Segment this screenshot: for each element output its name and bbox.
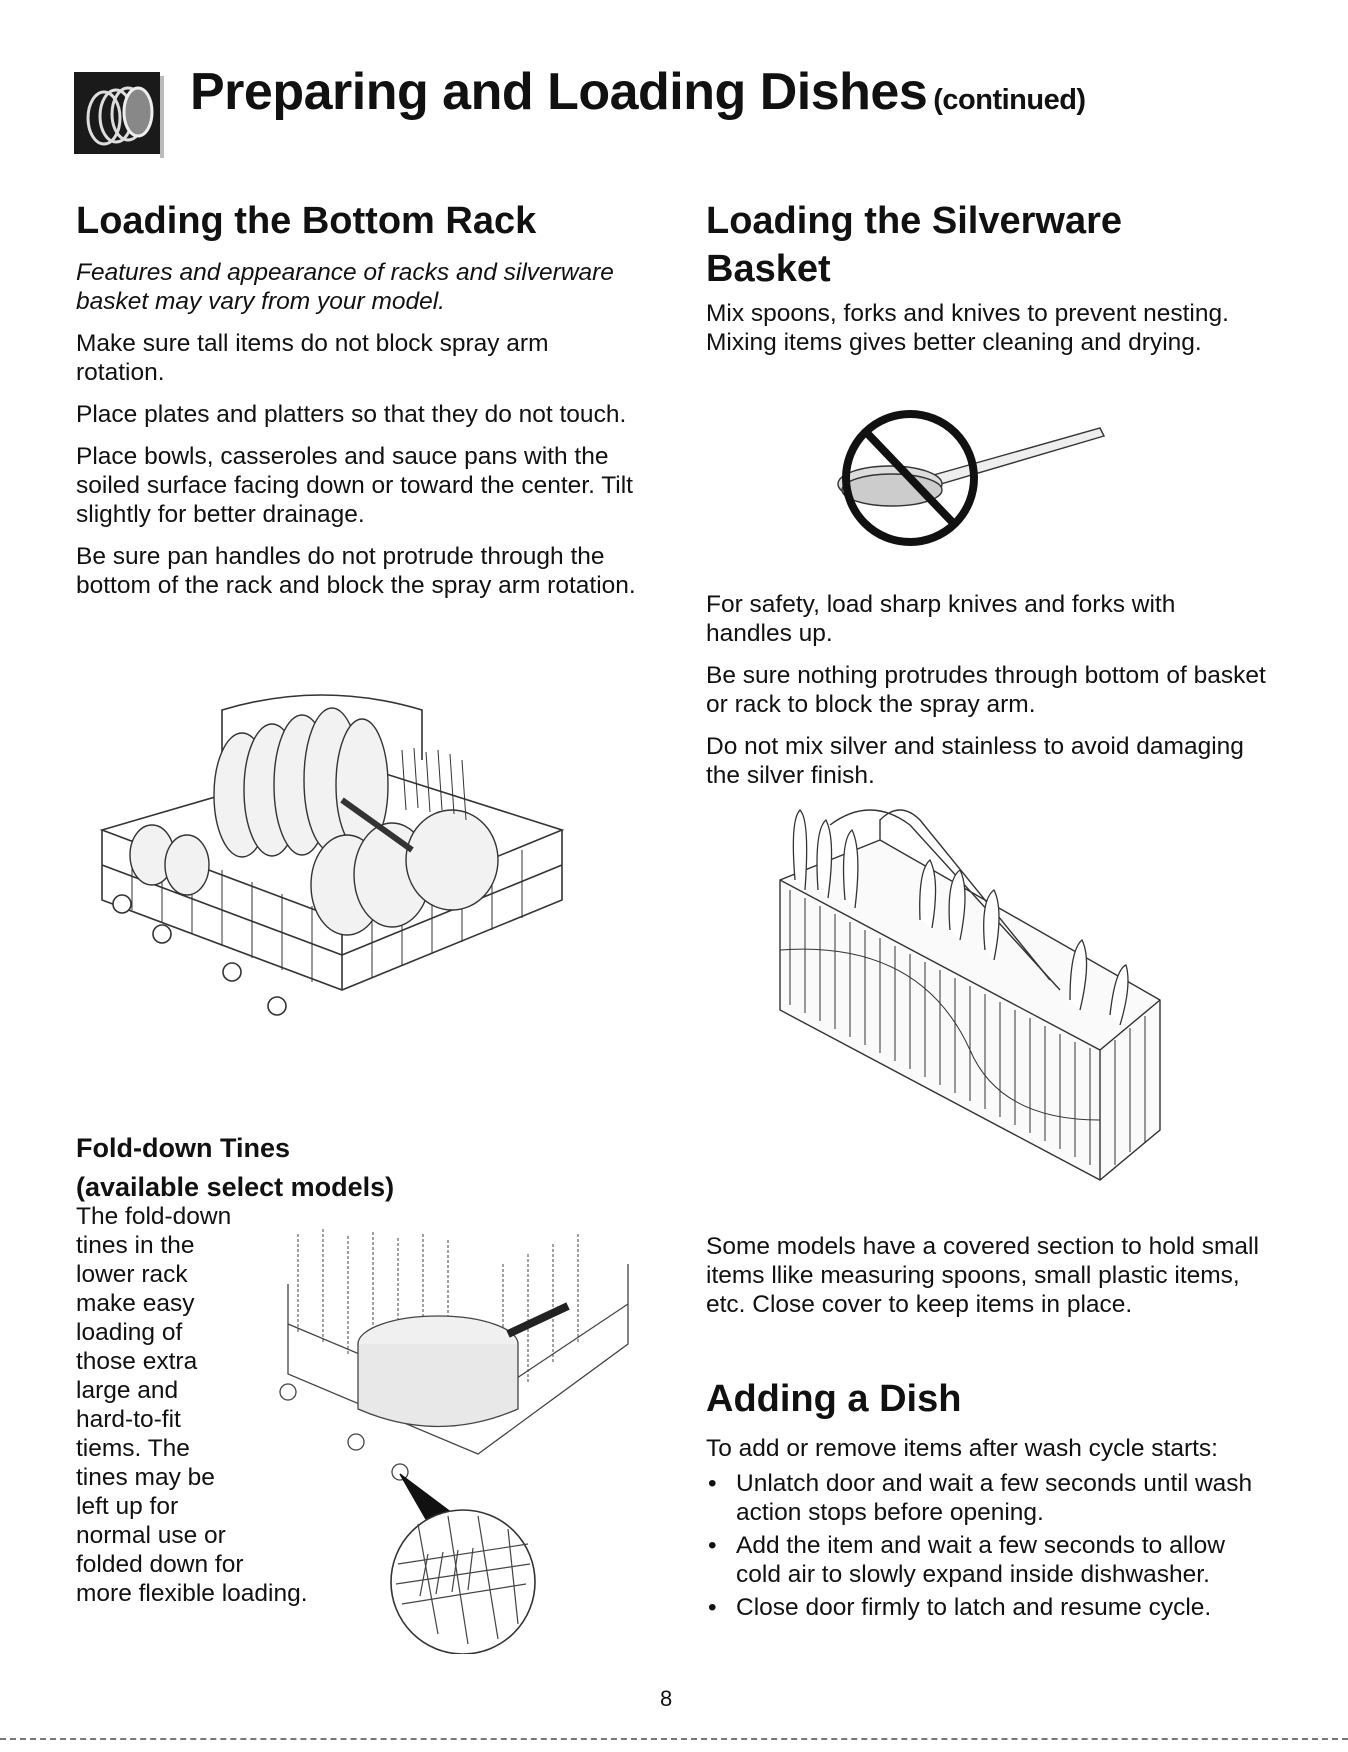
fold-down-subheading: (available select models) [76,1171,395,1202]
paragraph: Make sure tall items do not block spray arm rotation. [76,329,549,386]
paragraph: Place plates and platters so that they do not touch. [76,400,627,428]
page-bottom-rule [0,1738,1348,1740]
silverware-basket-illustration [770,800,1170,1200]
text-line: tines may be [76,1464,215,1491]
adding-dish-intro: To add or remove items after wash cycle starts: [706,1434,1218,1462]
list-item: • Add the item and wait a few seconds to allow cold air to slowly expand inside dishwasher. [706,1531,1266,1589]
silverware-instructions [706,590,1266,790]
paragraph: Do not mix silver and stainless to avoid damaging the silver finish. [706,733,1244,789]
text-line: The fold-down [76,1203,232,1230]
text-line: normal use or [76,1522,226,1549]
text-line: tines in the [76,1232,195,1259]
list-item: • Close door firmly to latch and resume cycle. [706,1593,1266,1622]
fold-down-tines-section [76,1128,516,1207]
bottom-rack-section [76,198,636,600]
paragraph: Mix spoons, forks and knives to prevent nesting. Mixing items gives better cleaning and drying. [706,300,1229,356]
paragraph: For safety, load sharp knives and forks with handles up. [706,591,1176,647]
list-item: • Unlatch door and wait a few seconds until wash action stops before opening. [706,1469,1266,1527]
page-title: Preparing and Loading Dishes (continued) [190,63,1086,121]
text-line: folded down for [76,1551,244,1578]
paragraph: Place bowls, casseroles and sauce pans with the soiled surface facing down or toward the center. Tilt slightly for better drainage. [76,442,633,528]
text-line: left up for [76,1493,179,1520]
bottom-rack-illustration [92,690,570,1066]
text-line: lower rack [76,1261,188,1288]
page-number: 8 [660,1686,673,1711]
paragraph: Be sure pan handles do not protrude through the bottom of the rack and block the spray arm rotation. [76,542,636,599]
text-line: large and [76,1377,179,1404]
model-note: Features and appearance of racks and silverware basket may vary from your model. [76,258,614,315]
text-line: those extra [76,1348,198,1375]
covered-section-note [706,1232,1266,1319]
silverware-heading-line1: Loading the Silverware [706,200,1122,242]
text-line: hard-to-fit [76,1406,181,1433]
paragraph: Be sure nothing protrudes through bottom of basket or rack to block the spray arm. [706,662,1266,718]
text-line: make easy [76,1290,195,1317]
bottom-rack-heading: Loading the Bottom Rack [76,200,537,242]
text-line: loading of [76,1319,183,1346]
text-line: tiems. The [76,1435,190,1462]
dishes-icon [74,72,166,160]
silverware-section [706,198,1266,357]
text-line: more flexible loading. [76,1580,308,1607]
fold-down-tines-illustration [268,1224,638,1654]
title-suffix: (continued) [933,84,1086,116]
fold-down-heading: Fold-down Tines [76,1133,290,1163]
no-nesting-spoon-icon [830,406,1130,556]
paragraph: Some models have a covered section to hold small items llike measuring spoons, small plastic items, etc. Close cover to keep items in place. [706,1233,1259,1318]
adding-dish-steps [706,1469,1266,1622]
adding-dish-heading: Adding a Dish [706,1378,962,1420]
adding-dish-section [706,1376,1266,1622]
silverware-heading-line2: Basket [706,247,831,290]
